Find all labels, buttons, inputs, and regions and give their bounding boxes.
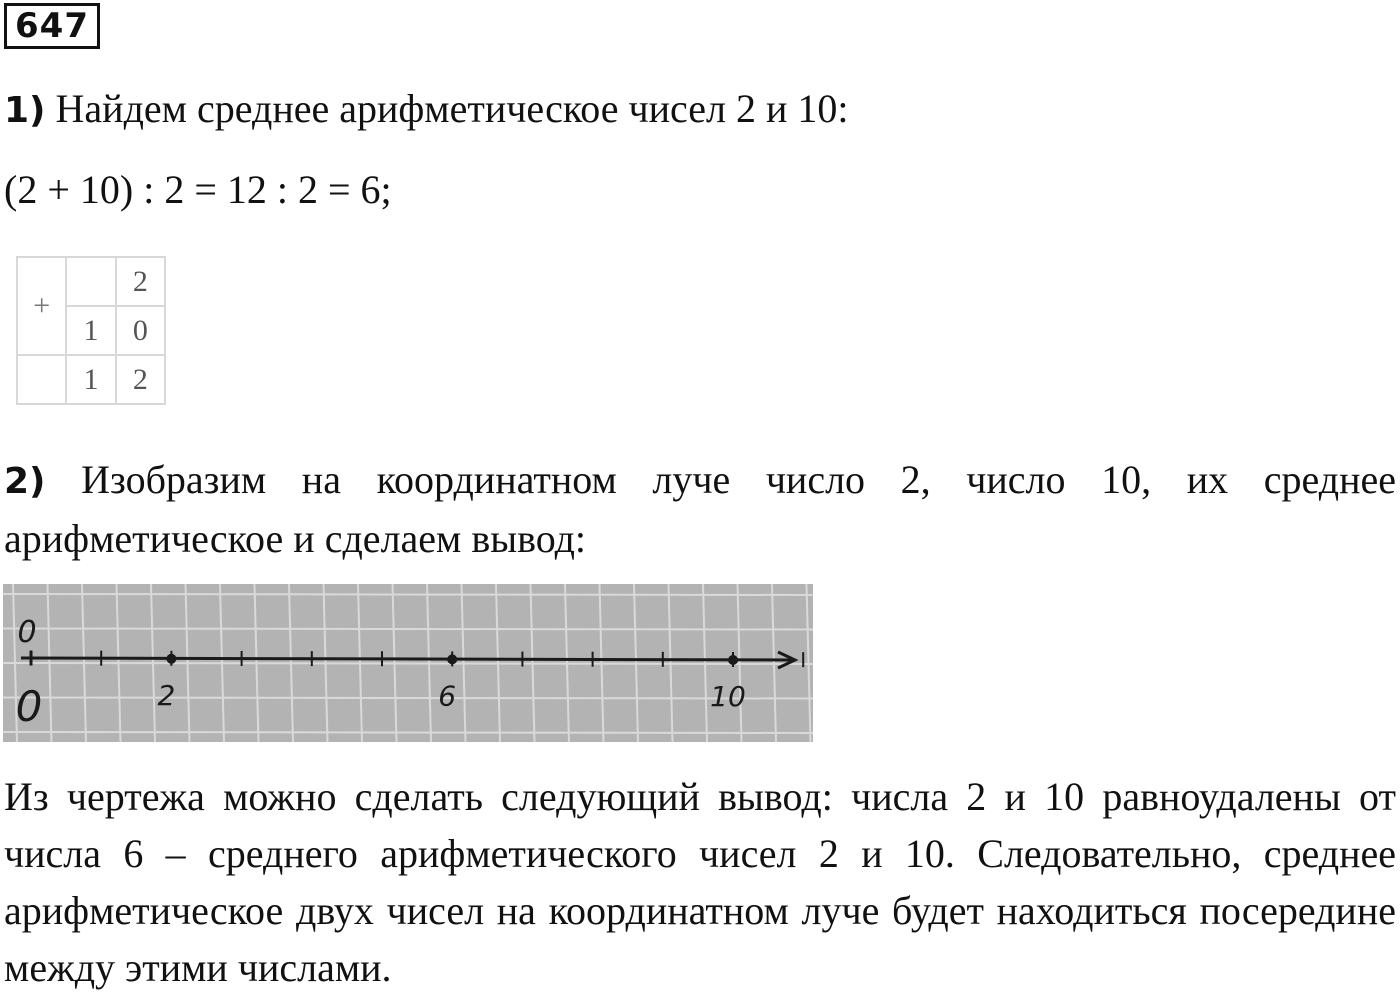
origin-label: 0 — [15, 682, 43, 731]
digit-cell: 0 — [116, 306, 165, 355]
part1-line — [4, 86, 849, 134]
part1-text: Найдем среднее арифметическое чисел 2 и 10: — [45, 86, 849, 131]
sum-row — [17, 355, 165, 404]
digit-cell: 1 — [66, 306, 115, 355]
point-6 — [447, 654, 457, 664]
part1-expression: (2 + 10) : 2 = 12 : 2 = 6; — [4, 167, 392, 212]
digit-cell: 2 — [116, 355, 165, 404]
part2-marker: 2) — [4, 461, 46, 502]
digit-cell: 2 — [116, 257, 165, 306]
column-addition-table — [16, 256, 166, 405]
problem-number: 647 — [4, 3, 100, 49]
column-addition — [16, 256, 166, 404]
point-label-2: 2 — [157, 678, 176, 712]
point-10 — [728, 655, 738, 665]
empty-cell — [17, 355, 66, 404]
part1-marker: 1) — [4, 90, 46, 131]
conclusion-paragraph: Из чертежа можно сделать следующий вывод: числа 2 и 10 равноудалены от числа 6 – среднего арифметического чисел 2 и 10. Следовательно, среднее арифметическое двух чисел на координатном луче будет находиться посередине между этими числами. — [4, 774, 1396, 990]
digit-cell: 1 — [66, 355, 115, 404]
part2-text: Изобразим на координатном луче число 2, число 10, их среднее арифметическое и сделаем вывод: — [4, 457, 1396, 561]
point-label-10: 10 — [710, 680, 746, 713]
number-line-figure — [3, 584, 813, 742]
unit-label: 0 — [17, 615, 37, 650]
ray-line — [21, 658, 793, 660]
addend-row — [17, 257, 165, 306]
part2-paragraph — [4, 451, 1396, 567]
point-label-6: 6 — [438, 679, 457, 713]
digit-cell — [66, 257, 115, 306]
plus-sign: + — [17, 257, 66, 355]
number-line-svg — [3, 584, 813, 742]
point-2 — [166, 654, 176, 664]
